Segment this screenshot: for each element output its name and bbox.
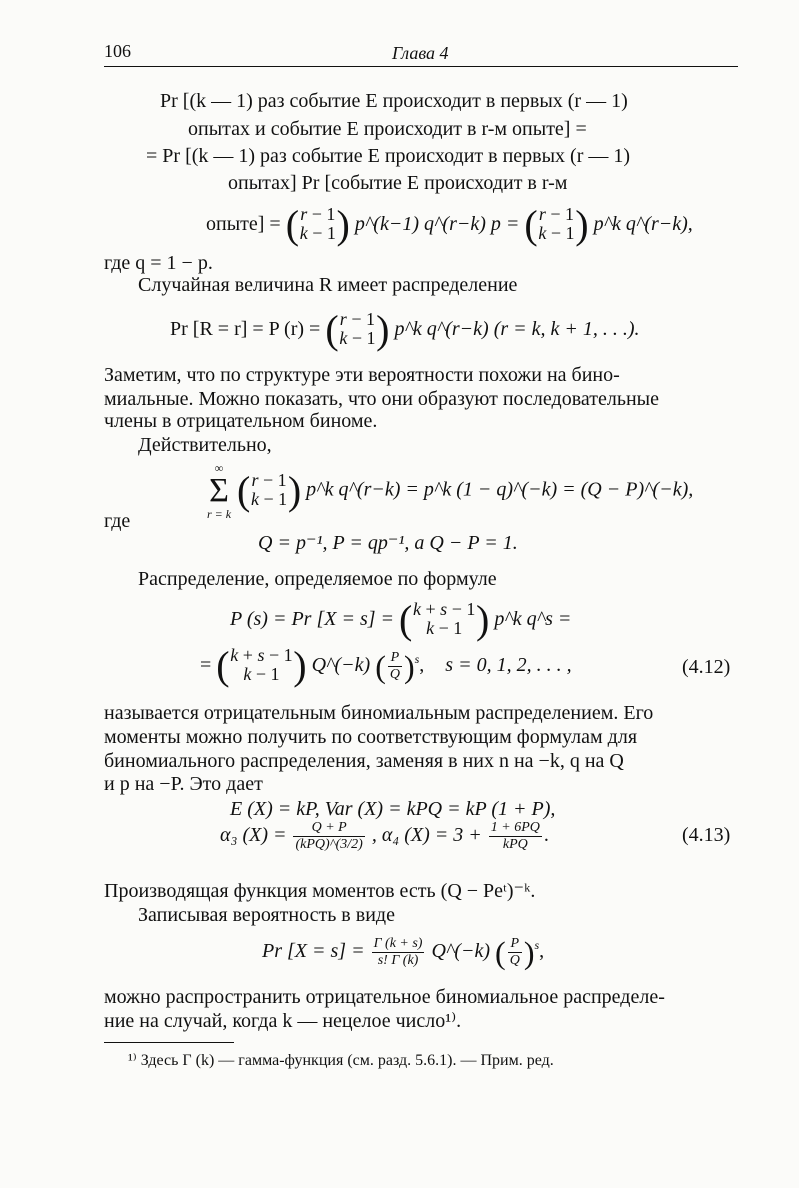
para2-line-1: называется отрицательным биномиальным распределением. Его	[104, 702, 654, 724]
para2-line-3: биномиального распределения, заменяя в них n на −k, q на Q	[104, 750, 624, 772]
gamma-p-over-q: $\frac{P}{Q}$	[509, 935, 520, 968]
prob-line-3: = Pr [(k — 1) раз событие E происходит в первых (r — 1)	[146, 145, 631, 167]
footnote-rule	[104, 1042, 234, 1043]
binomial-r1-k1-b: ( r − 1 k − 1 )	[524, 202, 589, 247]
alpha3-label: α₃ (X) =	[220, 824, 287, 847]
mgf-sentence: Производящая функция моментов есть (Q − Peᵗ)⁻ᵏ.	[104, 880, 536, 902]
indeed-label: Действительно,	[138, 434, 272, 456]
prob-line-5-mid: p^(k−1) q^(r−k) p =	[354, 213, 520, 236]
binomial-sum: ( r − 1 k − 1 )	[237, 467, 302, 513]
chapter-title: Глава 4	[392, 43, 449, 63]
random-variable-intro: Случайная величина R имеет распределение	[138, 274, 518, 296]
binomial-ps-2: ( k + s − 1 k − 1 )	[216, 643, 307, 688]
pr-equation-left: Pr [R = r] = P (r) =	[170, 318, 321, 341]
para1-line-2: миальные. Можно показать, что они образуют последовательные	[104, 388, 659, 410]
binomial-pr: ( r − 1 k − 1 )	[325, 307, 390, 352]
fraction-p-q: $\frac{P}{Q}$	[389, 650, 400, 682]
sum-lower: r = k	[206, 507, 232, 521]
where-label: где	[104, 510, 131, 532]
alpha3-fraction: $\frac{Q + P}{\text{(kPQ)\textasciicircum{}(3/2)}}$	[295, 820, 363, 852]
para3-line-1: можно распространить отрицательное биномиальное распределе-	[104, 986, 665, 1008]
prob-line-4: опытах] Pr [событие E происходит в r-м	[228, 172, 568, 194]
gamma-left: Pr [X = s] =	[262, 940, 365, 962]
binomial-ps-1: ( k + s − 1 k − 1 )	[399, 597, 490, 642]
ps-equation-1-left: P (s) = Pr [X = s] =	[230, 608, 395, 631]
ps-equation-2-mid: Q^(−k)	[311, 654, 371, 677]
prob-line-5-start: опыте] =	[206, 213, 281, 236]
moments-equation-2: α₃ (X) = $\frac{Q + P}{\text{(kPQ)\textasciicircum{}(3/2)}}$ , α₄ (X) = 3 + $\frac{1 + 6PQ}{\text{kPQ}}$ .	[220, 820, 549, 852]
gamma-fraction: $\frac{\Gamma (k + s)}{s! \Gamma (k)}$	[373, 935, 423, 968]
sum-equation-right: p^k q^(r−k) = p^k (1 − q)^(−k) = (Q − P)^(−k),	[306, 478, 694, 501]
page-number: 106	[104, 41, 131, 61]
write-intro: Записывая вероятность в виде	[138, 904, 395, 926]
pr-equation	[170, 307, 640, 352]
header-rule	[104, 66, 738, 67]
moments-equation-1: E (X) = kP, Var (X) = kPQ = kP (1 + P),	[230, 798, 556, 820]
equation-number-4-13: (4.13)	[682, 824, 731, 846]
para2-line-2: моменты можно получить по соответствующим формулам для	[104, 726, 638, 748]
pr-equation-right: p^k q^(r−k) (r = k, k + 1, . . .).	[394, 318, 640, 341]
equation-number-4-12: (4.12)	[682, 656, 731, 678]
ps-equation-1-right: p^k q^s =	[494, 608, 572, 631]
ps-equation-2-left: =	[200, 654, 212, 677]
para2-line-4: и p на −P. Это дает	[104, 773, 263, 795]
sum-equation	[206, 462, 693, 520]
ps-equation-2: = ( k + s − 1 k − 1 ) Q^(−k) ( $\frac{P}{Q}$ )$^s$, s = 0, 1, 2, . . . ,	[200, 643, 572, 688]
sum-symbol: Σ	[209, 472, 229, 509]
para1-line-3: члены в отрицательном биноме.	[104, 410, 378, 432]
prob-line-2: опытах и событие E происходит в r-м опыте] =	[188, 118, 587, 140]
distribution-intro: Распределение, определяемое по формуле	[138, 568, 497, 590]
alpha4-fraction: $\frac{1 + 6PQ}{\text{kPQ}}$	[490, 820, 540, 852]
prob-line-5-end: p^k q^(r−k),	[593, 213, 693, 236]
q-definition: где q = 1 − p.	[104, 252, 213, 274]
ps-equation-2-right: s = 0, 1, 2, . . . ,	[445, 654, 572, 677]
footnote: ¹⁾ Здесь Γ (k) — гамма-функция (см. разд. 5.6.1). — Прим. ред.	[128, 1052, 554, 1069]
para3-line-2: ние на случай, когда k — нецелое число¹⁾.	[104, 1010, 462, 1032]
para1-line-1: Заметим, что по структуре эти вероятности похожи на бино-	[104, 364, 620, 386]
ps-equation-1	[230, 597, 572, 642]
binomial-r1-k1: ( r − 1 k − 1 )	[285, 202, 350, 247]
sum-upper: ∞	[214, 461, 224, 475]
prob-line-5	[206, 202, 693, 247]
gamma-mid: Q^(−k)	[431, 940, 491, 962]
qp-equation: Q = p⁻¹, P = qp⁻¹, а Q − P = 1.	[258, 532, 518, 554]
alpha4-label: , α₄ (X) = 3 +	[371, 824, 482, 847]
prob-line-1: Pr [(k — 1) раз событие E происходит в первых (r — 1)	[160, 90, 628, 112]
gamma-equation: Pr [X = s] = $\frac{\Gamma (k + s)}{s! \Gamma (k)}$ Q^(−k) ( $\frac{P}{Q}$ )$^s$,	[262, 934, 545, 971]
